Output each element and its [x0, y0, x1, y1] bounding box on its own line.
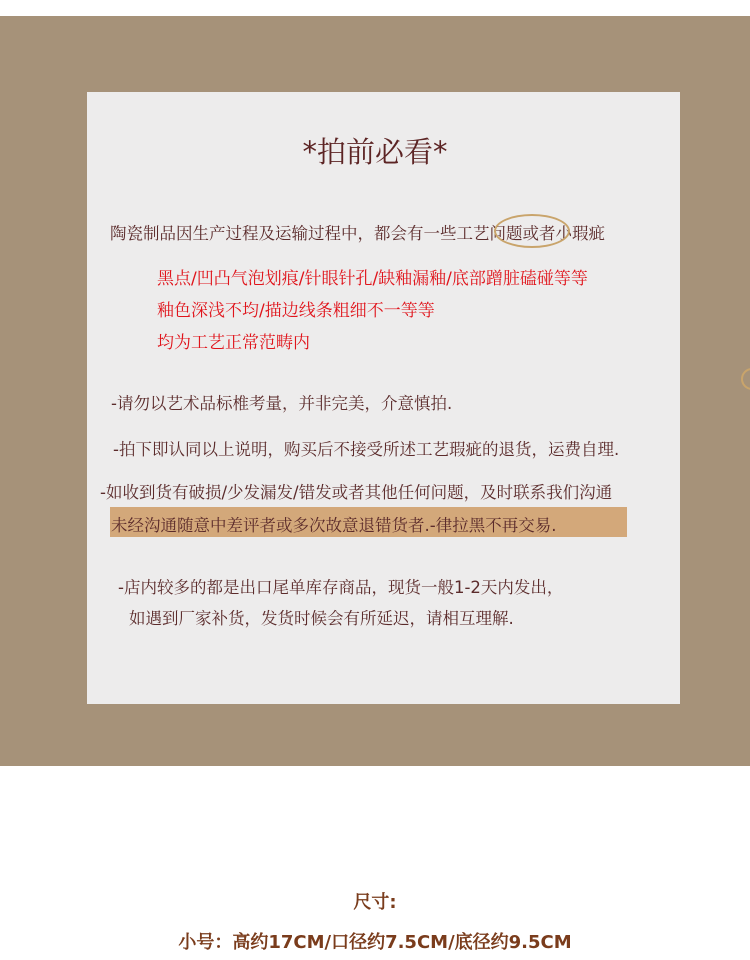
rule-line-6: 如遇到厂家补货，发货时候会有所延迟，请相互理解. [129, 609, 514, 628]
rule-line-1: -请勿以艺术品标椎考量，并非完美，介意慎拍. [111, 394, 453, 413]
defect-line-2: 釉色深浅不均/描边线条粗细不一等等 [157, 301, 435, 321]
notice-intro: 陶瓷制品因生产过程及运输过程中，都会有一些工艺问题或者小瑕疵 [110, 224, 605, 243]
rule-line-2: -拍下即认同以上说明，购买后不接受所述工艺瑕疵的退货，运费自理. [113, 440, 620, 459]
rule-line-3: -如收到货有破损/少发漏发/错发或者其他任何问题，及时联系我们沟通 [100, 483, 613, 502]
highlight-circle-mark [494, 214, 570, 248]
rule-line-5: -店内较多的都是出口尾单库存商品，现货一般1-2天内发出， [118, 578, 564, 597]
notice-title: *拍前必看* [302, 135, 448, 169]
defect-line-3: 均为工艺正常范畴内 [157, 333, 310, 353]
size-spec: 小号：高约17CM/口径约7.5CM/底径约9.5CM [178, 932, 572, 953]
defect-line-1: 黑点/凹凸气泡划痕/针眼针孔/缺釉漏釉/底部蹭脏磕碰等等 [157, 269, 588, 289]
rule-line-4: 未经沟通随意中差评者或多次故意退错货者.-律拉黑不再交易. [111, 516, 557, 535]
size-heading: 尺寸: [353, 892, 397, 913]
